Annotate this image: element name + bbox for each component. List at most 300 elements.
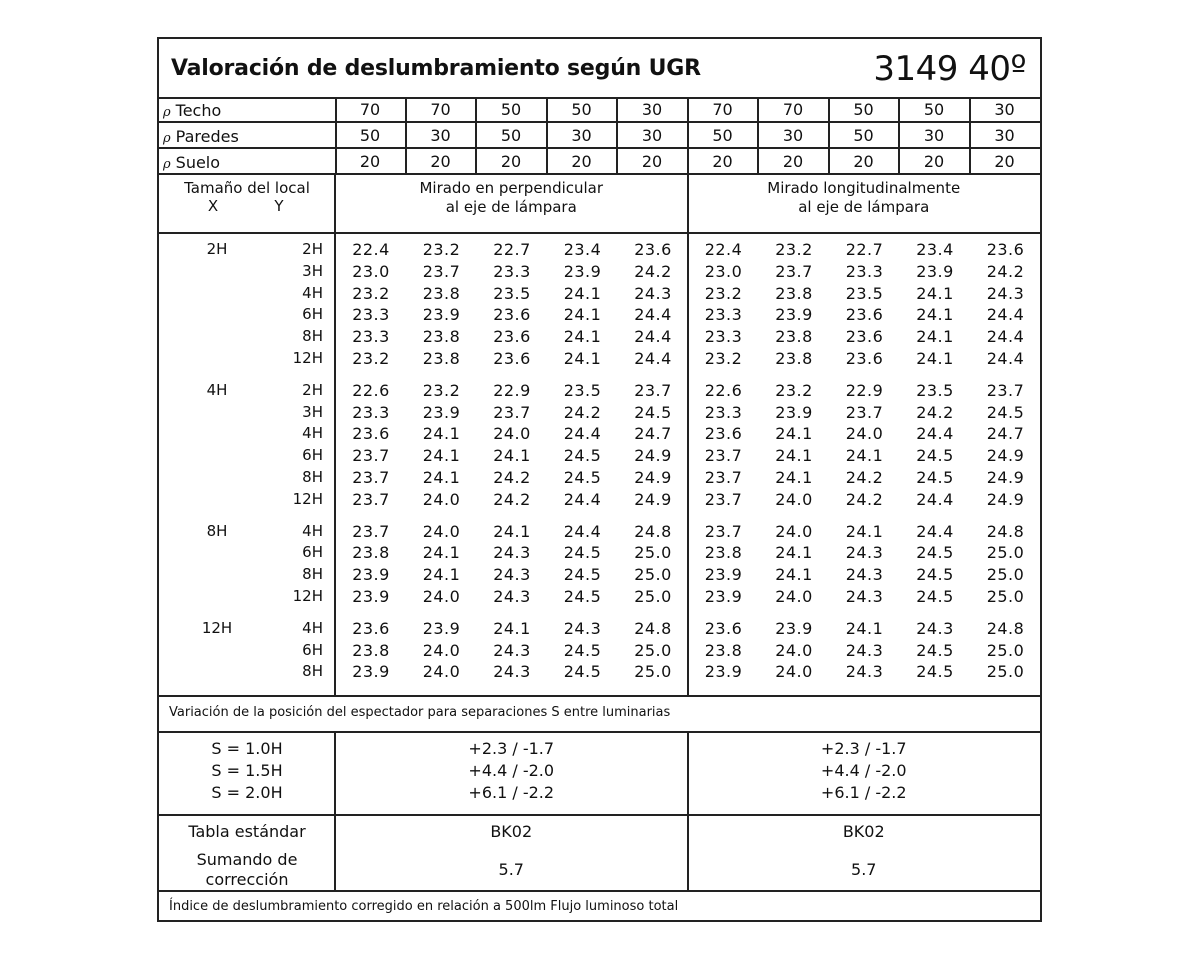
ugr-value-cell: 22.4: [704, 240, 743, 259]
ugr-value-cell: 24.1: [845, 521, 884, 541]
reflectance-col-divider: [475, 97, 477, 175]
ugr-value-cell: 24.0: [775, 587, 813, 606]
ugr-value-cell: 23.6: [493, 349, 531, 368]
ugr-value-cell: 23.8: [352, 543, 390, 563]
ugr-value-cell: 23.6: [493, 327, 531, 347]
ugr-value-cell: 23.7: [352, 489, 390, 509]
ugr-value-cell: 23.6: [634, 240, 672, 259]
reflectance-value: 70: [430, 100, 451, 119]
ugr-value-cell: 23.9: [704, 565, 743, 585]
reflectance-col-divider: [828, 97, 830, 175]
reflectance-col-divider: [969, 97, 971, 175]
room-y-label: 2H: [302, 380, 323, 399]
reflectance-value: 30: [641, 126, 663, 145]
ugr-value-cell: 23.9: [563, 261, 602, 281]
ugr-value-cell: 23.7: [845, 402, 884, 422]
ugr-value-cell: 23.7: [986, 380, 1025, 400]
ugr-value-cell: 22.4: [352, 240, 390, 259]
ugr-value-cell: 24.3: [916, 618, 954, 638]
reflectance-value: 50: [571, 100, 592, 119]
ugr-value-cell: 24.0: [493, 424, 531, 444]
ugr-value-cell: 23.6: [493, 305, 531, 325]
perpendicular-header-line2: al eje de lámpara: [445, 198, 577, 216]
ugr-value-cell: 23.7: [493, 402, 531, 422]
ugr-value-cell: 24.8: [634, 618, 672, 638]
reflectance-name: Suelo: [175, 153, 221, 172]
ugr-value-cell: 24.2: [986, 261, 1025, 281]
spacing-longitudinal-value: +6.1 / -2.2: [820, 783, 907, 802]
ugr-value-cell: 24.3: [986, 283, 1025, 303]
ugr-value-cell: 22.7: [845, 240, 884, 259]
label-column-divider: [334, 175, 336, 695]
reflectance-label-suelo: [163, 153, 220, 172]
reflectance-value: 30: [782, 126, 804, 145]
ugr-value-cell: 23.8: [775, 327, 813, 347]
reflectance-col-divider: [405, 97, 407, 175]
room-y-label: 8H: [302, 327, 323, 346]
ugr-value-cell: 23.7: [422, 261, 461, 281]
ugr-value-cell: 24.9: [634, 446, 672, 466]
ugr-value-cell: 24.1: [916, 327, 954, 347]
reflectance-col-divider: [757, 97, 759, 175]
ugr-value-cell: 24.1: [563, 327, 602, 347]
ugr-value-cell: 23.8: [422, 327, 461, 347]
correction-perpendicular: 5.7: [498, 860, 524, 879]
reflectance-row-divider: [159, 147, 1040, 149]
reflectance-value: 20: [712, 152, 733, 171]
ugr-value-cell: 23.3: [704, 402, 743, 422]
ugr-value-cell: 24.1: [422, 543, 461, 563]
reflectance-col-divider: [687, 97, 689, 175]
correction-divider: [159, 890, 1040, 892]
room-y-label: 8H: [302, 565, 323, 584]
ugr-value-cell: 24.5: [563, 587, 602, 606]
reflectance-value: 50: [853, 126, 874, 145]
ugr-value-cell: 23.8: [352, 640, 390, 660]
ugr-value-cell: 24.3: [493, 565, 531, 585]
ugr-value-cell: 24.0: [775, 662, 813, 682]
room-y-label: 4H: [302, 283, 323, 302]
ugr-value-cell: 24.1: [493, 521, 531, 541]
ugr-value-cell: 24.1: [563, 305, 602, 325]
reflectance-value: 50: [500, 126, 522, 145]
ugr-value-cell: 24.1: [563, 349, 602, 368]
ugr-value-cell: 23.6: [845, 305, 884, 325]
ugr-value-cell: 24.5: [916, 565, 954, 585]
correction-longitudinal: 5.7: [851, 860, 877, 879]
ugr-value-cell: 24.5: [916, 543, 954, 563]
ugr-value-cell: 24.1: [775, 543, 813, 563]
room-y-label: 8H: [302, 662, 323, 681]
reflectance-name: Techo: [175, 101, 222, 120]
spacing-perpendicular-value: +6.1 / -2.2: [468, 783, 555, 802]
ugr-value-cell: 23.7: [634, 380, 672, 400]
y-axis-label: Y: [274, 197, 284, 215]
ugr-value-cell: 24.3: [493, 543, 531, 563]
room-y-label: 6H: [302, 640, 323, 659]
ugr-value-cell: 24.0: [422, 587, 461, 606]
ugr-value-cell: 24.5: [563, 662, 602, 682]
ugr-value-cell: 23.5: [916, 380, 954, 400]
ugr-value-cell: 23.6: [845, 327, 884, 347]
room-y-label: 12H: [292, 489, 323, 508]
ugr-value-cell: 23.2: [422, 240, 461, 259]
longitudinal-header-line1: Mirado longitudinalmente: [767, 179, 961, 197]
reflectance-row-divider: [159, 173, 1040, 175]
ugr-value-cell: 23.8: [422, 349, 461, 368]
ugr-value-cell: 24.4: [563, 489, 602, 509]
reflectance-value: 20: [500, 152, 522, 171]
reflectance-value: 20: [430, 152, 451, 171]
ugr-value-cell: 24.2: [634, 261, 672, 281]
ugr-value-cell: 23.3: [352, 305, 390, 325]
ugr-value-cell: 24.1: [916, 283, 954, 303]
ugr-value-cell: 24.9: [986, 489, 1025, 509]
ugr-value-cell: 24.8: [986, 618, 1025, 638]
ugr-value-cell: 25.0: [986, 587, 1025, 606]
ugr-value-cell: 23.3: [493, 261, 531, 281]
reflectance-col-divider: [335, 97, 337, 175]
label-column-divider: [334, 731, 336, 890]
ugr-value-cell: 24.2: [916, 402, 954, 422]
reflectance-value: 20: [641, 152, 663, 171]
ugr-value-cell: 24.3: [845, 565, 884, 585]
center-column-divider: [687, 731, 689, 890]
ugr-value-cell: 23.6: [352, 618, 390, 638]
ugr-value-cell: 23.2: [422, 380, 461, 400]
ugr-value-cell: 24.2: [493, 489, 531, 509]
reflectance-value: 50: [853, 100, 874, 119]
room-y-label: 12H: [292, 587, 323, 605]
ugr-value-cell: 24.1: [775, 565, 813, 585]
perpendicular-header-line1: Mirado en perpendicular: [419, 179, 604, 197]
ugr-value-cell: 23.8: [775, 283, 813, 303]
ugr-value-cell: 23.8: [422, 283, 461, 303]
ugr-value-cell: 24.3: [845, 640, 884, 660]
room-y-label: 12H: [292, 349, 323, 367]
spacing-perpendicular-value: +4.4 / -2.0: [468, 761, 555, 780]
ugr-value-cell: 23.2: [775, 380, 813, 400]
ugr-value-cell: 22.6: [352, 380, 390, 400]
ugr-value-cell: 23.3: [704, 305, 743, 325]
ugr-value-cell: 23.7: [704, 446, 743, 466]
spacing-label: S = 2.0H: [211, 783, 283, 802]
room-x-label: 12H: [201, 618, 233, 637]
correction-label-line1: Sumando de: [196, 850, 298, 869]
spacing-perpendicular-value: +2.3 / -1.7: [468, 739, 555, 758]
ugr-value-cell: 23.6: [352, 424, 390, 444]
room-y-label: 3H: [302, 261, 323, 280]
ugr-value-cell: 23.6: [845, 349, 884, 368]
variation-note: Variación de la posición del espectador para separaciones S entre luminarias: [169, 705, 671, 720]
standard-table-perpendicular: BK02: [490, 822, 533, 841]
ugr-value-cell: 23.8: [704, 640, 743, 660]
ugr-value-cell: 24.0: [775, 640, 813, 660]
reflectance-value: 20: [994, 152, 1015, 171]
reflectance-value: 30: [923, 126, 945, 145]
ugr-value-cell: 24.0: [422, 521, 461, 541]
reflectance-value: 30: [641, 100, 663, 119]
ugr-value-cell: 23.5: [493, 283, 531, 303]
ugr-value-cell: 24.5: [916, 468, 954, 487]
ugr-value-cell: 23.9: [775, 305, 813, 325]
reflectance-label-paredes: [163, 127, 239, 146]
ugr-value-cell: 24.3: [845, 587, 884, 606]
ugr-value-cell: 23.3: [704, 327, 743, 347]
room-x-label: 2H: [206, 240, 228, 258]
ugr-value-cell: 23.3: [352, 402, 390, 422]
ugr-value-cell: 24.2: [493, 468, 531, 487]
ugr-value-cell: 24.5: [563, 640, 602, 660]
ugr-value-cell: 23.8: [704, 543, 743, 563]
standard-table-longitudinal: BK02: [842, 822, 885, 841]
room-y-label: 4H: [302, 618, 323, 637]
title-row: [159, 39, 1040, 99]
ugr-value-cell: 23.9: [422, 305, 461, 325]
ugr-value-cell: 23.9: [352, 662, 390, 682]
ugr-value-cell: 23.9: [352, 565, 390, 585]
spacing-divider: [159, 814, 1040, 816]
reflectance-value: 50: [923, 100, 945, 119]
ugr-value-cell: 23.2: [704, 283, 743, 303]
rho-symbol: ρ: [163, 131, 171, 146]
reflectance-value: 20: [853, 152, 874, 171]
ugr-value-cell: 24.1: [845, 446, 884, 466]
reflectance-value: 30: [430, 126, 451, 145]
ugr-value-cell: 22.6: [704, 380, 743, 400]
room-x-label: 8H: [206, 521, 228, 540]
ugr-value-cell: 24.0: [422, 640, 461, 660]
ugr-value-cell: 24.1: [422, 446, 461, 466]
ugr-value-cell: 22.9: [845, 380, 884, 400]
reflectance-value: 20: [359, 152, 381, 171]
ugr-value-cell: 24.3: [634, 283, 672, 303]
room-y-label: 8H: [302, 468, 323, 486]
ugr-value-cell: 24.3: [563, 618, 602, 638]
ugr-value-cell: 23.7: [704, 468, 743, 487]
reflectance-col-divider: [898, 97, 900, 175]
ugr-value-cell: 23.9: [422, 618, 461, 638]
ugr-value-cell: 24.5: [916, 446, 954, 466]
ugr-value-cell: 24.0: [422, 662, 461, 682]
variation-divider: [159, 731, 1040, 733]
ugr-value-cell: 24.5: [986, 402, 1025, 422]
ugr-value-cell: 24.0: [422, 489, 461, 509]
ugr-table-sheet: [157, 37, 1042, 922]
ugr-value-cell: 24.4: [986, 327, 1025, 347]
correction-label-line2: corrección: [205, 870, 289, 889]
ugr-value-cell: 23.9: [704, 662, 743, 682]
room-y-label: 6H: [302, 543, 323, 562]
ugr-value-cell: 24.5: [563, 468, 602, 487]
reflectance-value: 50: [500, 100, 522, 119]
ugr-value-cell: 24.5: [563, 446, 602, 466]
ugr-value-cell: 24.1: [916, 349, 954, 368]
ugr-value-cell: 23.9: [775, 618, 813, 638]
room-y-label: 4H: [302, 424, 323, 443]
ugr-value-cell: 24.3: [493, 662, 531, 682]
reflectance-value: 50: [712, 126, 733, 145]
ugr-value-cell: 23.9: [422, 402, 461, 422]
ugr-value-cell: 24.1: [493, 618, 531, 638]
reflectance-value: 70: [782, 100, 804, 119]
ugr-value-cell: 24.4: [634, 327, 672, 347]
ugr-value-cell: 25.0: [634, 543, 672, 563]
room-y-label: 6H: [302, 305, 323, 324]
ugr-value-cell: 24.7: [986, 424, 1025, 444]
ugr-value-cell: 23.9: [916, 261, 954, 281]
reflectance-value: 50: [359, 126, 381, 145]
ugr-value-cell: 24.4: [986, 349, 1025, 368]
ugr-value-cell: 23.2: [352, 283, 390, 303]
room-y-label: 3H: [302, 402, 323, 421]
ugr-value-cell: 24.5: [563, 565, 602, 585]
reflectance-row-divider: [159, 121, 1040, 123]
ugr-value-cell: 25.0: [986, 543, 1025, 563]
ugr-value-cell: 25.0: [986, 565, 1025, 585]
spacing-label: S = 1.0H: [211, 739, 283, 758]
ugr-value-cell: 24.2: [563, 402, 602, 422]
ugr-value-cell: 23.7: [352, 468, 390, 487]
reflectance-value: 70: [712, 100, 733, 119]
footer-note: Índice de deslumbramiento corregido en relación a 500lm Flujo luminoso total: [169, 899, 679, 914]
ugr-value-cell: 23.7: [352, 521, 390, 541]
ugr-value-cell: 24.2: [845, 489, 884, 509]
ugr-value-cell: 23.0: [704, 261, 743, 281]
reflectance-value: 30: [994, 100, 1015, 119]
reflectance-col-divider: [616, 97, 618, 175]
ugr-value-cell: 22.7: [493, 240, 531, 259]
ugr-value-cell: 24.1: [775, 446, 813, 466]
ugr-value-cell: 24.9: [634, 489, 672, 509]
ugr-value-cell: 23.2: [352, 349, 390, 368]
ugr-value-cell: 24.1: [493, 446, 531, 466]
ugr-value-cell: 23.6: [986, 240, 1025, 259]
page-title: Valoración de deslumbramiento según UGR: [171, 56, 701, 81]
ugr-value-cell: 24.4: [986, 305, 1025, 325]
ugr-value-cell: 24.4: [916, 521, 954, 541]
ugr-value-cell: 24.1: [775, 468, 813, 487]
product-code: 3149 40º: [873, 49, 1026, 89]
spacing-longitudinal-value: +4.4 / -2.0: [820, 761, 907, 780]
ugr-value-cell: 24.5: [634, 402, 672, 422]
header-divider: [159, 232, 1040, 234]
ugr-value-cell: 24.4: [634, 305, 672, 325]
ugr-value-cell: 24.4: [916, 489, 954, 509]
ugr-value-cell: 23.7: [704, 489, 743, 509]
ugr-value-cell: 23.8: [775, 349, 813, 368]
rho-symbol: ρ: [163, 105, 171, 120]
ugr-value-cell: 24.9: [986, 446, 1025, 466]
ugr-value-cell: 24.1: [563, 283, 602, 303]
reflectance-value: 20: [782, 152, 804, 171]
ugr-value-cell: 24.7: [634, 424, 672, 444]
ugr-value-cell: 24.4: [916, 424, 954, 444]
ugr-value-cell: 24.1: [422, 565, 461, 585]
ugr-value-cell: 25.0: [986, 640, 1025, 660]
standard-table-label: Tabla estándar: [188, 822, 306, 841]
reflectance-name: Paredes: [175, 127, 239, 146]
ugr-value-cell: 23.4: [916, 240, 954, 259]
ugr-value-cell: 24.9: [634, 468, 672, 487]
x-axis-label: X: [207, 197, 219, 215]
ugr-value-cell: 23.2: [775, 240, 813, 259]
ugr-value-cell: 23.6: [704, 424, 743, 444]
data-bottom-divider: [159, 695, 1040, 697]
room-y-label: 4H: [302, 521, 323, 540]
ugr-value-cell: 23.9: [352, 587, 390, 606]
reflectance-value: 20: [571, 152, 592, 171]
ugr-value-cell: 24.5: [916, 662, 954, 682]
ugr-value-cell: 24.0: [845, 424, 884, 444]
ugr-value-cell: 24.8: [634, 521, 672, 541]
ugr-value-cell: 24.1: [422, 424, 461, 444]
ugr-value-cell: 23.3: [352, 327, 390, 347]
reflectance-value: 20: [923, 152, 945, 171]
ugr-value-cell: 25.0: [634, 565, 672, 585]
ugr-value-cell: 23.7: [775, 261, 813, 281]
reflectance-value: 30: [994, 126, 1015, 145]
spacing-label: S = 1.5H: [211, 761, 283, 780]
room-y-label: 2H: [302, 240, 323, 258]
room-size-label: Tamaño del local: [184, 179, 310, 197]
ugr-value-cell: 24.2: [845, 468, 884, 487]
ugr-value-cell: 24.4: [563, 424, 602, 444]
ugr-value-cell: 24.1: [845, 618, 884, 638]
ugr-value-cell: 25.0: [986, 662, 1025, 682]
reflectance-col-divider: [546, 97, 548, 175]
ugr-value-cell: 23.0: [352, 261, 390, 281]
ugr-value-cell: 24.8: [986, 521, 1025, 541]
ugr-value-cell: 24.9: [986, 468, 1025, 487]
ugr-value-cell: 24.4: [563, 521, 602, 541]
ugr-value-cell: 25.0: [634, 662, 672, 682]
ugr-value-cell: 24.5: [916, 640, 954, 660]
ugr-value-cell: 23.5: [845, 283, 884, 303]
ugr-value-cell: 22.9: [493, 380, 531, 400]
ugr-value-cell: 23.6: [704, 618, 743, 638]
ugr-value-cell: 23.7: [704, 521, 743, 541]
ugr-value-cell: 25.0: [634, 640, 672, 660]
ugr-value-cell: 24.4: [634, 349, 672, 368]
ugr-value-cell: 24.3: [493, 587, 531, 606]
ugr-value-cell: 23.7: [352, 446, 390, 466]
rho-symbol: ρ: [163, 157, 171, 172]
ugr-value-cell: 24.0: [775, 489, 813, 509]
spacing-longitudinal-value: +2.3 / -1.7: [820, 739, 907, 758]
ugr-value-cell: 24.5: [563, 543, 602, 563]
center-column-divider: [687, 175, 689, 695]
ugr-value-cell: 24.1: [422, 468, 461, 487]
reflectance-value: 30: [571, 126, 592, 145]
ugr-value-cell: 23.3: [845, 261, 884, 281]
ugr-value-cell: 24.1: [916, 305, 954, 325]
ugr-value-cell: 23.5: [563, 380, 602, 400]
reflectance-value: 70: [359, 100, 381, 119]
reflectance-label-techo: [163, 101, 221, 120]
ugr-value-cell: 24.3: [493, 640, 531, 660]
ugr-value-cell: 24.3: [845, 662, 884, 682]
ugr-value-cell: 24.5: [916, 587, 954, 606]
ugr-value-cell: 25.0: [634, 587, 672, 606]
room-x-label: 4H: [206, 380, 228, 399]
ugr-value-cell: 23.4: [563, 240, 602, 259]
ugr-value-cell: 23.2: [704, 349, 743, 368]
ugr-value-cell: 24.1: [775, 424, 813, 444]
ugr-value-cell: 24.3: [845, 543, 884, 563]
ugr-value-cell: 24.0: [775, 521, 813, 541]
ugr-value-cell: 23.9: [775, 402, 813, 422]
